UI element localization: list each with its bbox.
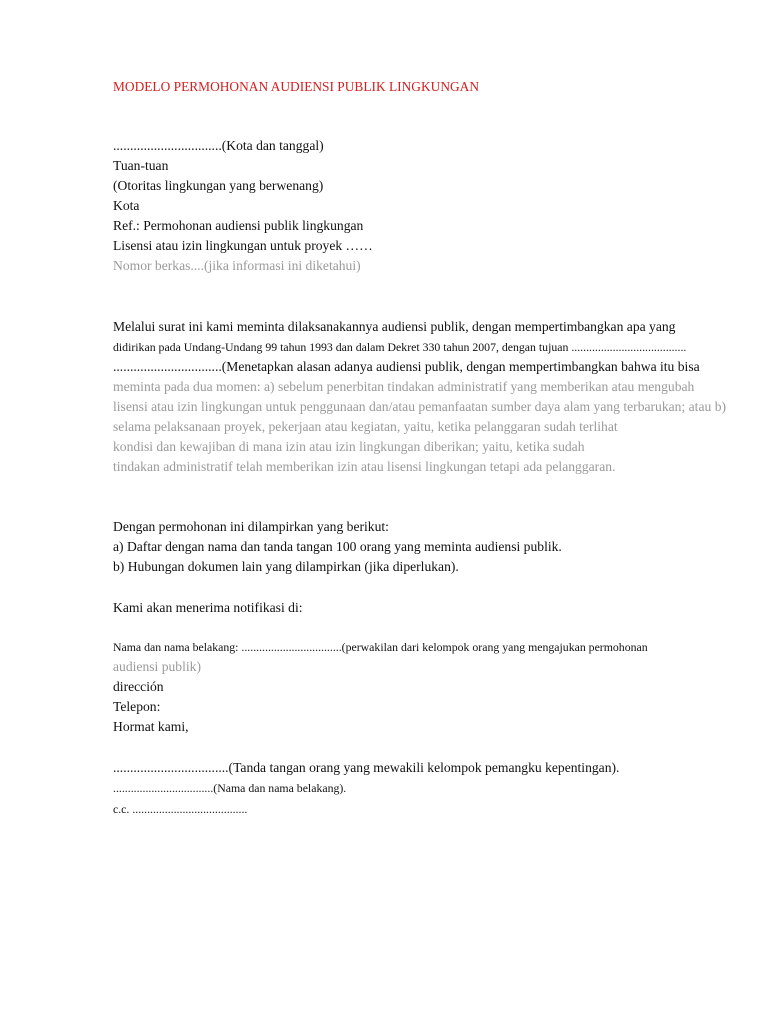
- closing-line: Hormat kami,: [113, 719, 189, 734]
- place-date-line: ................................(Kota dan tanggal): [113, 138, 324, 153]
- body-line: lisensi atau izin lingkungan untuk penggunaan dan/atau pemanfaatan sumber daya alam yang terbarukan; atau b): [113, 399, 727, 414]
- phone-line: Telepon:: [113, 699, 161, 714]
- file-number-line: Nomor berkas....(jika informasi ini diketahui): [113, 258, 361, 273]
- signature-line: ..................................(Tanda tangan orang yang mewakili kelompok pemangku kepentingan).: [113, 760, 620, 775]
- city-line: Kota: [113, 198, 140, 213]
- signer-name-line: ..................................(Nama dan nama belakang).: [113, 781, 347, 795]
- name-line: Nama dan nama belakang: ..................................(perwakilan dari kelompok orang yang mengajukan permohonan: [113, 640, 648, 654]
- body-line: tindakan administratif telah memberikan izin atau lisensi lingkungan tetapi ada pelanggaran.: [113, 459, 616, 474]
- authority-line: (Otoritas lingkungan yang berwenang): [113, 178, 324, 193]
- body-line: kondisi dan kewajiban di mana izin atau izin lingkungan diberikan; yaitu, ketika sudah: [113, 439, 585, 454]
- license-line: Lisensi atau izin lingkungan untuk proyek ……: [113, 238, 373, 253]
- body-line: Melalui surat ini kami meminta dilaksanakannya audiensi publik, dengan mempertimbangkan apa yang: [113, 319, 676, 334]
- attachments-intro: Dengan permohonan ini dilampirkan yang berikut:: [113, 519, 389, 534]
- reference-line: Ref.: Permohonan audiensi publik lingkungan: [113, 218, 364, 233]
- cc-line: c.c. .......................................: [113, 802, 248, 816]
- salutation-line: Tuan-tuan: [113, 158, 169, 173]
- attachment-item: b) Hubungan dokumen lain yang dilampirkan (jika diperlukan).: [113, 559, 459, 574]
- notification-intro: Kami akan menerima notifikasi di:: [113, 600, 303, 615]
- name-line-continuation: audiensi publik): [113, 659, 201, 674]
- body-line: selama pelaksanaan proyek, pekerjaan atau kegiatan, yaitu, ketika pelanggaran sudah terlihat: [113, 419, 618, 434]
- body-line: meminta pada dua momen: a) sebelum penerbitan tindakan administratif yang memberikan atau mengubah: [113, 379, 695, 394]
- address-line: dirección: [113, 679, 164, 694]
- body-line: didirikan pada Undang-Undang 99 tahun 1993 dan dalam Dekret 330 tahun 2007, dengan tujuan .......................................: [113, 340, 687, 354]
- document-title: MODELO PERMOHONAN AUDIENSI PUBLIK LINGKUNGAN: [113, 79, 479, 94]
- attachment-item: a) Daftar dengan nama dan tanda tangan 100 orang yang meminta audiensi publik.: [113, 539, 562, 554]
- body-line: ................................(Menetapkan alasan adanya audiensi publik, dengan mempertimbangkan bahwa itu bisa: [113, 359, 700, 374]
